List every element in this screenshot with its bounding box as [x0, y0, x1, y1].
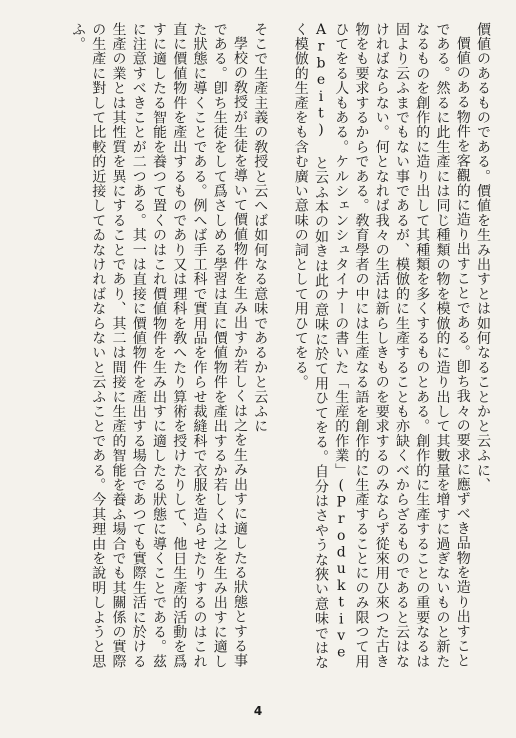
paragraph-4: 學校の敎授が生徒を導いて價値物件を生み出すか若しくは之を生み出すに適したる狀態とする事である。卽ち生徒をして爲さしめる學習は直に價値物件を產出するか若しくは之を生み出すに適した狀態に導くことである。例へば手工科で實用品を作らせ裁縫科で衣服を造らせたりするのはこれ直に價値物件を產出するものであり又は理科を敎へたり算術を授けたりして、他日生產的活動を爲すに適したる智能を養つて置くのはこれ價値物件を生み出すに適したる狀態に導くことである。茲に注意すべきことが二つある。其一は直接に價値物件を產出する場合であつても實際生活に於ける生產の業とは其性質を異にすることであり、其二は間接に生產的智能を養ふ場合でも其關係の實際の生產に對して比較的近接してゐなければならないと云ふことである。今其理由を說明しようと思ふ。 [70, 22, 248, 669]
page-number: 4 [253, 704, 263, 718]
body-text [38, 22, 493, 672]
paragraph-spacer [270, 22, 290, 672]
paragraph-1: 價値のあるものである。價値を生み出すとは如何なることかと云ふに、 [475, 22, 491, 493]
paragraph-3: そこで生產主義の敎授と云へば如何なる意味であるかと云ふに [252, 22, 269, 434]
paragraph-2: 價値のある物件を客觀的に造り出すことである。卽ち我々の要求に應ずべき品物を造り出すことである。然るに此生產には同じ種類の物を模倣的に造り出して其數量を增すに過ぎないものと新たなるものを創作的に造り出して其種類を多くするものとある。創作的に生產することの重要なるは固より云ふまでもない事であるが、模倣的に生產することも亦缺くべからざるものであると云はなければならない。何となれば我々の生活は新らしきものを要求するのみならず從來用ひ來つた古き物をも要求するからである。敎育學者の中には生產なる語を創作的に生產することにのみ限つて用ひてをる人もある。ケルシェンシュタイナーの書いた「生産的作業」(Produktive Arbeit) と云ふ本の如きは此の意味に於て用ひてをる。自分はさやうな狹い意味ではなく模倣的生產をも含む廣い意味の詞として用ひてをる。 [292, 22, 471, 671]
